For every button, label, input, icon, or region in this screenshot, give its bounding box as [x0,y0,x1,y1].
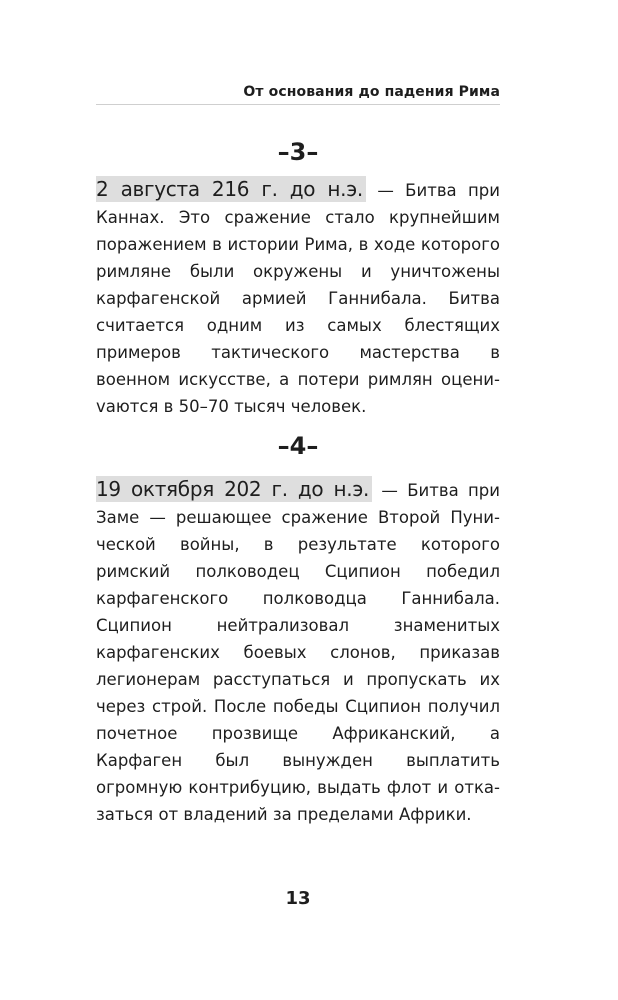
entry-text: — Битва при Заме — решающее сражение Второй Пунической войны, в результате которого римский полководец Сципион победил карфагенского полководца Ганнибала. Сципион нейтрализовал знаменитых карфагенских боевых слонов, приказав легионерам расступаться и пропускать их через строй. После победы Сципион получил почетное прозвище Африканский, а Карфаген был вынужден выплатить огромную контрибуцию, выдать флот и отказаться от владений за пределами Африки. [96,481,501,824]
header-divider [96,104,500,105]
page-number: 13 [285,888,311,909]
entry-zama [96,476,500,828]
entry-date: 19 октября 202 г. до н.э. [96,476,372,502]
entry-date: 2 августа 216 г. до н.э. [96,176,366,202]
entry-cannae [96,176,500,420]
section-number-3: –3– [277,138,319,166]
section-number-4: –4– [277,432,319,460]
entry-text: — Битва при Каннах. Это сражение стало крупнейшим поражением в истории Рима, в ходе которого римляне были окружены и уничтожены карфагенской армией Ганнибала. Битва считается одним из самых блестящих примеров тактического мастерства в военном искусстве, а потери римлян оцениvаются в 50–70 тысяч человек. [96,181,500,416]
running-header: От основания до падения Рима [243,84,500,100]
